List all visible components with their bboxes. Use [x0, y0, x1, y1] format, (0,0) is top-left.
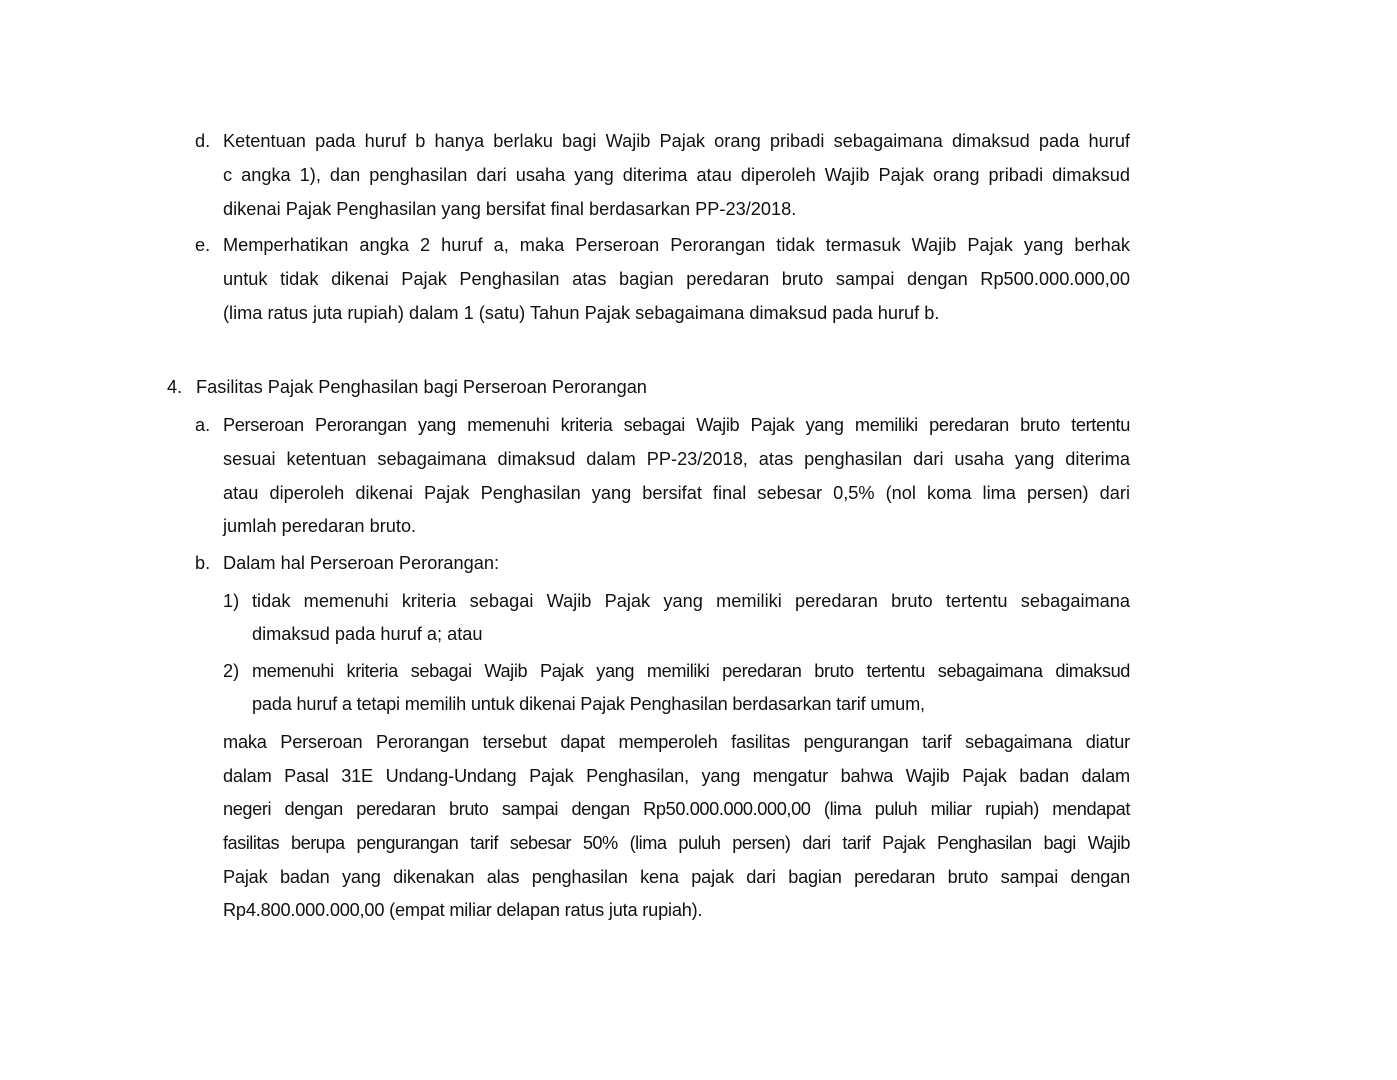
section-number: 4.	[167, 377, 183, 397]
paragraph-line: (lima ratus juta rupiah) dalam 1 (satu) Tahun Pajak sebagaimana dimaksud pada huruf b.	[223, 303, 940, 323]
paragraph-line: sesuai ketentuan sebagaimana dimaksud dalam PP-23/2018, atas penghasilan dari usaha yang diterima	[223, 449, 1130, 469]
list-marker: d.	[195, 131, 211, 151]
paragraph-line: untuk tidak dikenai Pajak Penghasilan atas bagian peredaran bruto sampai dengan Rp500.000.000,00	[223, 269, 1130, 289]
paragraph-line: Perseroan Perorangan yang memenuhi kriteria sebagai Wajib Pajak yang memiliki peredaran bruto tertentu	[223, 415, 1130, 435]
list-marker: 1)	[223, 591, 240, 611]
paragraph-line: dimaksud pada huruf a; atau	[252, 624, 483, 644]
paragraph-line: dikenai Pajak Penghasilan yang bersifat final berdasarkan PP-23/2018.	[223, 199, 797, 219]
list-marker: b.	[195, 553, 211, 573]
paragraph-line: maka Perseroan Perorangan tersebut dapat memperoleh fasilitas pengurangan tarif sebagaimana diatur	[223, 732, 1130, 752]
list-marker: a.	[195, 415, 211, 435]
paragraph-line: Ketentuan pada huruf b hanya berlaku bagi Wajib Pajak orang pribadi sebagaimana dimaksud pada huruf	[223, 131, 1130, 151]
paragraph-line: Dalam hal Perseroan Perorangan:	[223, 553, 500, 573]
paragraph-line: pada huruf a tetapi memilih untuk dikenai Pajak Penghasilan berdasarkan tarif umum,	[252, 694, 925, 714]
paragraph-line: fasilitas berupa pengurangan tarif sebesar 50% (lima puluh persen) dari tarif Pajak Penghasilan bagi Wajib	[223, 833, 1130, 853]
paragraph-line: Pajak badan yang dikenakan alas penghasilan kena pajak dari bagian peredaran bruto sampai dengan	[223, 867, 1130, 887]
paragraph-line: Memperhatikan angka 2 huruf a, maka Perseroan Perorangan tidak termasuk Wajib Pajak yang berhak	[223, 235, 1130, 255]
list-marker: e.	[195, 235, 211, 255]
paragraph-line: c angka 1), dan penghasilan dari usaha yang diterima atau diperoleh Wajib Pajak orang pribadi dimaksud	[223, 165, 1130, 185]
paragraph-line: Rp4.800.000.000,00 (empat miliar delapan ratus juta rupiah).	[223, 900, 703, 920]
paragraph-line: atau diperoleh dikenai Pajak Penghasilan yang bersifat final sebesar 0,5% (nol koma lima persen) dari	[223, 483, 1130, 503]
paragraph-line: memenuhi kriteria sebagai Wajib Pajak yang memiliki peredaran bruto tertentu sebagaimana dimaksud	[252, 661, 1130, 681]
paragraph-line: jumlah peredaran bruto.	[223, 516, 417, 536]
paragraph-line: tidak memenuhi kriteria sebagai Wajib Pajak yang memiliki peredaran bruto tertentu sebagaimana	[252, 591, 1130, 611]
section-heading: Fasilitas Pajak Penghasilan bagi Perseroan Perorangan	[196, 377, 647, 397]
list-marker: 2)	[223, 661, 240, 681]
paragraph-line: dalam Pasal 31E Undang-Undang Pajak Penghasilan, yang mengatur bahwa Wajib Pajak badan dalam	[223, 766, 1130, 786]
paragraph-line: negeri dengan peredaran bruto sampai dengan Rp50.000.000.000,00 (lima puluh miliar rupiah) mendapat	[223, 799, 1130, 819]
